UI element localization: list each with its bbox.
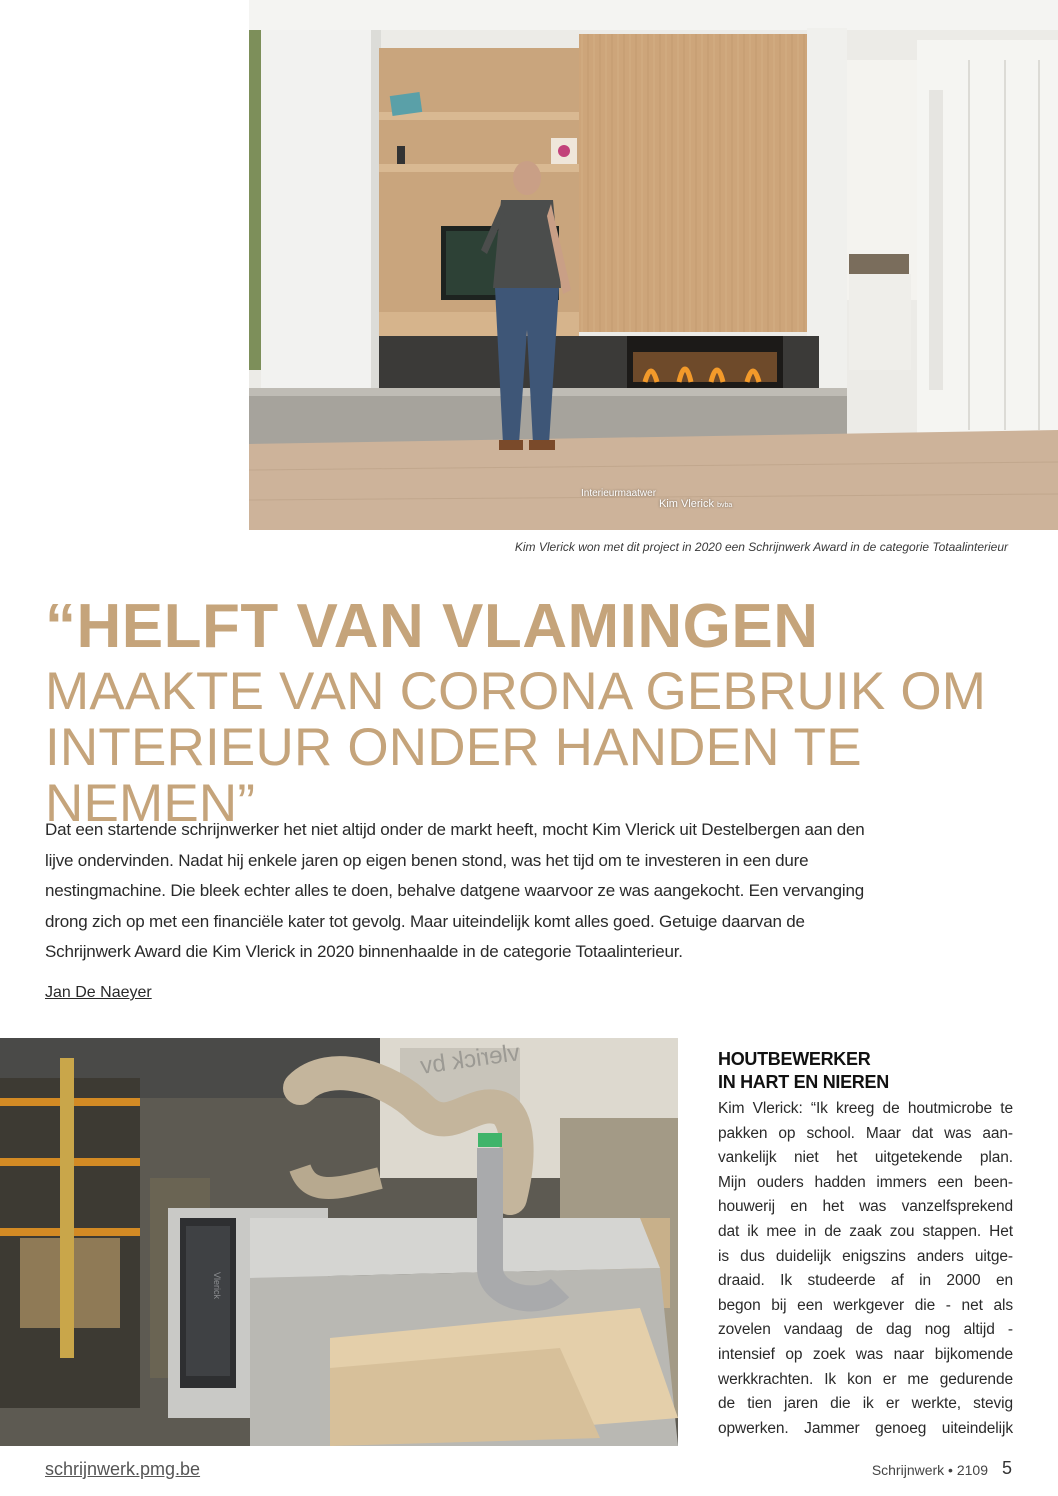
- footer-website-link[interactable]: schrijnwerk.pmg.be: [45, 1459, 201, 1479]
- section-body-line: werkkrachten. Ik kon er me gedurende: [718, 1370, 1013, 1388]
- section-body-line: Kim Vlerick: “Ik kreeg de houtmicrobe te: [718, 1100, 1013, 1117]
- page-number: 5: [1001, 1458, 1012, 1478]
- section-body-line: de tien jaren die ik er werkte, stevig: [718, 1395, 1013, 1413]
- section-body: [718, 1097, 1013, 1441]
- hero-watermark: [581, 488, 732, 511]
- hero-photo: [249, 0, 1058, 530]
- section-body-line: zovelen vandaag de dag nog altijd -: [718, 1321, 1013, 1339]
- section-title: [718, 1048, 1018, 1094]
- author-link[interactable]: Jan De Naeyer: [45, 984, 152, 1001]
- section-body-line: begon bij een werkgever die - net als: [718, 1296, 1013, 1314]
- workshop-photo-illustration: [0, 1038, 678, 1446]
- watermark-suffix: bvba: [717, 502, 733, 509]
- section-body-line: draaid. Ik studeerde af in 2000 en: [718, 1272, 1013, 1290]
- workshop-photo: [0, 1038, 678, 1446]
- section-title-line-2: IN HART EN NIEREN: [718, 1072, 889, 1092]
- section-body-line: dat ik mee in de zaak zou stappen. Het: [718, 1222, 1013, 1240]
- section-body-line: houwerij en het was vanzelfsprekend: [718, 1198, 1013, 1216]
- section-body-line: is dus duidelijk enigszins anders uitge-: [718, 1247, 1013, 1265]
- photo-caption: Kim Vlerick won met dit project in 2020 een Schrijnwerk Award in de categorie Totaalinterieur: [514, 540, 1008, 554]
- section-body-line: Mijn ouders hadden immers een been-: [718, 1173, 1013, 1191]
- hero-photo-illustration: [249, 0, 1058, 530]
- headline-line-1: “HELFT VAN VLAMINGEN: [45, 592, 819, 661]
- section-title-line-1: HOUTBEWERKER: [718, 1049, 871, 1069]
- section-body-line: opwerken. Jammer genoeg uiteindelijk: [718, 1419, 1013, 1437]
- workshop-sign: vlerick bv: [418, 1039, 522, 1080]
- section-body-line: pakken op school. Maar dat was aan-: [718, 1124, 1013, 1142]
- footer-magazine-issue: Schrijnwerk • 2109: [871, 1462, 988, 1478]
- section-body-line: intensief op zoek was naar bijkomende: [718, 1345, 1013, 1363]
- headline: [45, 592, 1025, 833]
- machine-label: Vlerick: [212, 1272, 222, 1300]
- headline-line-2: MAAKTE VAN CORONA GEBRUIK OM: [45, 662, 987, 721]
- watermark-line2: Kim Vlerick: [659, 498, 715, 510]
- headline-line-3: INTERIEUR ONDER HANDEN TE NEMEN”: [45, 718, 862, 833]
- section-body-line: vankelijk niet het uitgetekende plan.: [718, 1149, 1013, 1167]
- intro-paragraph: Dat een startende schrijnwerker het niet altijd onder de markt heeft, mocht Kim Vlerick uit Destelbergen aan den lijve ondervinden. Nadat hij enkele jaren op eigen benen stond, was het tijd om te investeren in een dure nestingmachine. Die bleek echter alles te doen, behalve datgene waarvoor ze was aangekocht. Een vervanging drong zich op met een financiële kater tot gevolg. Maar uiteindelijk komt alles goed. Getuige daarvan de Schrijnwerk Award die Kim Vlerick in 2020 binnenhaalde in de categorie Totaalinterieur.: [45, 820, 865, 961]
- watermark-line1: Interieurmaatwer: [581, 488, 657, 499]
